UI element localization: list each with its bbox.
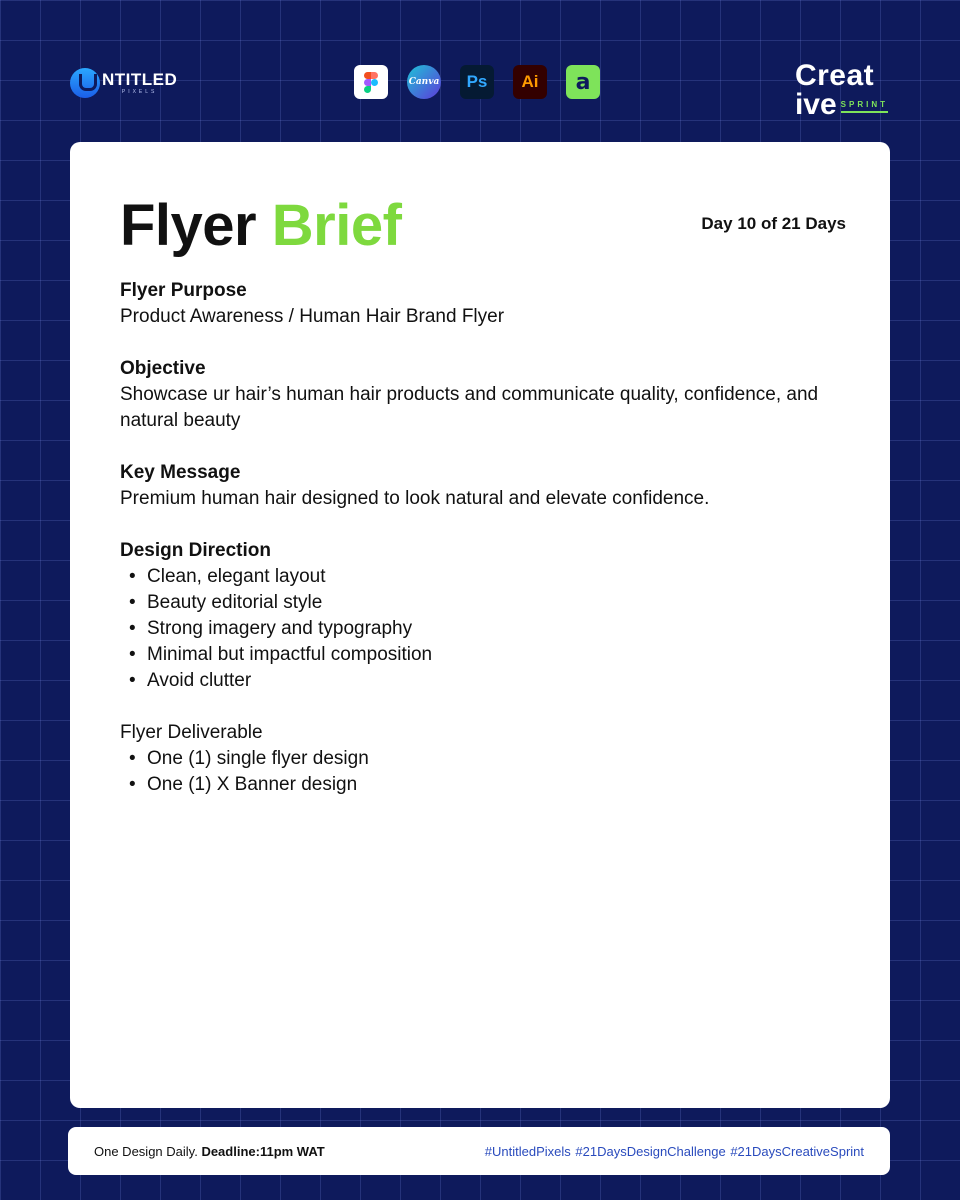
sprint-logo-line1: Creat — [794, 59, 875, 92]
title-main: Flyer — [120, 193, 257, 258]
untitled-pixels-logo — [70, 68, 177, 98]
photoshop-icon: Ps — [460, 65, 494, 99]
design-direction-heading: Design Direction — [120, 540, 271, 561]
deadline-text: Deadline:11pm WAT — [201, 1143, 325, 1159]
brand-name: NTITLED — [102, 70, 178, 89]
key-message-section — [120, 460, 840, 512]
list-item: • Minimal but impactful composition — [120, 642, 840, 668]
brief-content — [120, 278, 840, 824]
design-direction-list — [120, 564, 840, 694]
list-item: • Strong imagery and typography — [120, 616, 840, 642]
objective-text: Showcase ur hair’s human hair products and communicate quality, confidence, and natural beauty — [120, 384, 819, 431]
footer-bar — [68, 1127, 890, 1175]
figma-icon — [354, 65, 388, 99]
objective-section — [120, 356, 840, 434]
list-item: • Beauty editorial style — [120, 590, 840, 616]
design-direction-section — [120, 538, 840, 694]
affinity-icon: a — [566, 65, 600, 99]
sprint-logo-line2: ive — [794, 87, 837, 121]
list-item: • One (1) X Banner design — [120, 772, 840, 798]
footer-hashtags: #UntitledPixels #21DaysDesignChallenge #21DaysCreativeSprint — [484, 1143, 864, 1159]
list-item: • Avoid clutter — [120, 668, 840, 694]
purpose-text: Product Awareness / Human Hair Brand Flyer — [120, 306, 505, 327]
day-counter: Day 10 of 21 Days — [701, 214, 846, 233]
sprint-logo-tag: SPRINT — [841, 101, 888, 113]
brand-subtitle: PIXELS — [121, 89, 158, 95]
footer-tagline-text: One Design Daily. — [94, 1143, 198, 1159]
objective-heading: Objective — [120, 358, 206, 379]
purpose-section — [120, 278, 840, 330]
key-message-text: Premium human hair designed to look natural and elevate confidence. — [120, 488, 710, 509]
title-accent: Brief — [271, 193, 402, 258]
deliverable-heading: Flyer Deliverable — [120, 722, 263, 743]
u-logo-icon — [70, 68, 100, 98]
deliverable-list — [120, 746, 840, 798]
illustrator-icon: Ai — [513, 65, 547, 99]
brief-card — [70, 142, 890, 1108]
canva-icon: Canva — [407, 65, 441, 99]
list-item: • One (1) single flyer design — [120, 746, 840, 772]
creative-sprint-logo — [794, 59, 888, 121]
deliverable-section — [120, 720, 840, 798]
purpose-heading: Flyer Purpose — [120, 280, 247, 301]
key-message-heading: Key Message — [120, 462, 241, 483]
page-title — [120, 192, 401, 259]
tool-icons — [354, 65, 600, 99]
footer-tagline — [94, 1144, 325, 1159]
list-item: • Clean, elegant layout — [120, 564, 840, 590]
